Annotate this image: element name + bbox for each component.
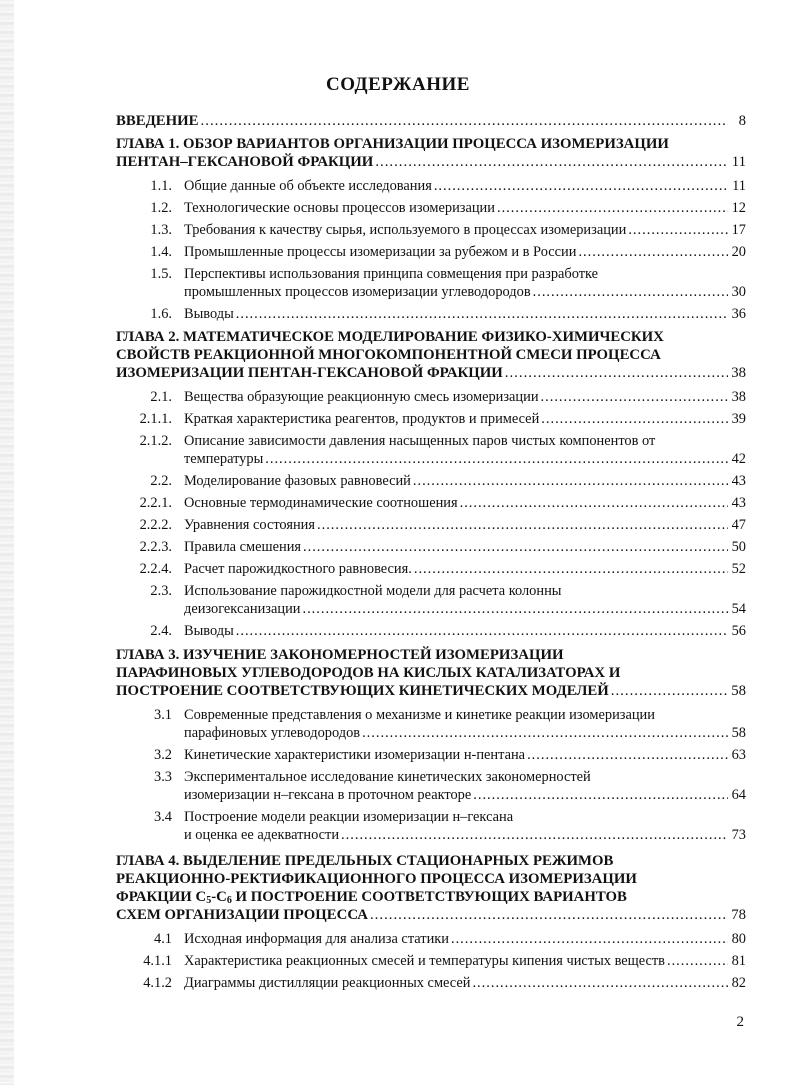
chapter-2-line-1: ГЛАВА 2. МАТЕМАТИЧЕСКОЕ МОДЕЛИРОВАНИЕ ФИЗИКО-ХИМИЧЕСКИХ [116,329,664,345]
toc-item-title: Построение модели реакции изомеризации н–гексана [184,809,514,825]
chapter-2-line-2: СВОЙСТВ РЕАКЦИОННОЙ МНОГОКОМПОНЕНТНОЙ СМЕСИ ПРОЦЕССА [116,347,661,363]
chapter-3-line-1: ГЛАВА 3. ИЗУЧЕНИЕ ЗАКОНОМЕРНОСТЕЙ ИЗОМЕРИЗАЦИИ [116,647,564,663]
toc-item-page: 58 [731,725,746,741]
chapter-2-line-3: ИЗОМЕРИЗАЦИИ ПЕНТАН-ГЕКСАНОВОЙ ФРАКЦИИ [116,365,503,381]
dot-leader [370,906,728,924]
page-number: 2 [736,1014,744,1030]
chapter-4-line-2: РЕАКЦИОННО-РЕКТИФИКАЦИОННОГО ПРОЦЕССА ИЗОМЕРИЗАЦИИ [116,871,637,887]
dot-leader [497,199,728,217]
toc-item-page: 80 [731,931,746,947]
toc-item-title: Технологические основы процессов изомеризации [184,200,495,216]
toc-item-page: 43 [731,495,746,511]
chapter-2-page: 38 [731,365,746,381]
toc-item-title: Использование парожидкостной модели для расчета колонны [184,583,562,599]
dot-leader [236,622,728,640]
toc-item [116,199,746,217]
dot-leader [667,952,728,970]
toc-item-number: 2.2.1. [139,495,172,511]
toc-item-number: 2.2.2. [139,517,172,533]
toc-item-page: 43 [731,473,746,489]
toc-item-title: Правила смешения [184,539,302,555]
dot-leader [302,600,728,618]
dot-leader [628,221,728,239]
toc-item-page: 12 [731,200,746,216]
toc-item-number: 4.1.1 [143,953,172,969]
toc-item-title: Выводы [184,306,234,322]
toc-intro [116,112,746,130]
scan-edge-shadow [0,0,14,1085]
toc-item [116,746,746,764]
dot-leader [375,153,728,171]
dot-leader [541,410,728,428]
toc-item-title: Основные термодинамические соотношения [184,495,458,511]
toc-item [116,305,746,323]
subscript: 5 [206,895,212,906]
toc-item [116,768,746,804]
toc-item-page: 20 [731,244,746,260]
toc-item-number: 3.3 [154,769,172,785]
toc-item-number: 4.1.2 [143,975,172,991]
toc-item-page: 81 [731,953,746,969]
toc-item-title: Выводы [184,623,234,639]
toc-item [116,808,746,844]
toc-item-title: Вещества образующие реакционную смесь изомеризации [184,389,539,405]
toc-item [116,432,746,468]
toc-item-title: Моделирование фазовых равновесий [184,473,411,489]
dot-leader [341,826,728,844]
toc-item [116,221,746,239]
subscript: 6 [226,895,232,906]
toc-item [116,582,746,618]
toc-item [116,516,746,534]
toc-item-title: Экспериментальное исследование кинетических закономерностей [184,769,591,785]
toc-item-number: 1.4. [150,244,172,260]
dot-leader [460,494,728,512]
toc-item-title: Исходная информация для анализа статики [184,931,449,947]
toc-item-page: 38 [731,389,746,405]
dot-leader [505,364,728,382]
toc-item [116,930,746,948]
toc-item-number: 2.2.3. [139,539,172,555]
toc-item-page: 54 [731,601,746,617]
chapter-4-line-3 [116,888,746,906]
toc-item [116,538,746,556]
toc-item-number: 2.2.4. [139,561,172,577]
dot-leader [578,243,728,261]
dot-leader [265,450,728,468]
toc-item [116,974,746,992]
chapter-4-line-3-a: ФРАКЦИИ С [116,889,207,905]
toc-item-page: 63 [731,747,746,763]
dot-leader [317,516,728,534]
chapter-3-page: 58 [731,683,746,699]
page-title: СОДЕРЖАНИЕ [326,74,470,95]
toc-item-number: 2.2. [150,473,172,489]
dot-leader [451,930,728,948]
toc-item-title-cont: и оценка ее адекватности [184,827,340,843]
toc-item-page: 36 [731,306,746,322]
toc-item-page: 42 [731,451,746,467]
toc-item-number: 1.2. [150,200,172,216]
toc-item [116,494,746,512]
toc-item-number: 2.3. [150,583,172,599]
toc-item [116,706,746,742]
dot-leader [201,112,728,130]
dot-leader [303,538,728,556]
dot-leader [533,283,728,301]
chapter-4-line-3-c: И ПОСТРОЕНИЕ СООТВЕТСТВУЮЩИХ ВАРИАНТОВ [231,889,627,905]
toc-item-number: 3.1 [154,707,172,723]
toc-item [116,472,746,490]
dot-leader [611,682,728,700]
toc-item-title-cont: изомеризации н–гексана в проточном реакторе [184,787,472,803]
toc-item [116,388,746,406]
chapter-1-line-2: ПЕНТАН–ГЕКСАНОВОЙ ФРАКЦИИ [116,154,374,170]
toc-item-title: Характеристика реакционных смесей и температуры кипения чистых веществ [184,953,665,969]
toc-item-number: 2.1. [150,389,172,405]
toc-item-page: 39 [731,411,746,427]
toc-item-title: Кинетические характеристики изомеризации н-пентана [184,747,526,763]
toc-item [116,952,746,970]
toc-item [116,622,746,640]
toc-item-page: 73 [731,827,746,843]
toc-item-number: 2.1.2. [139,433,172,449]
toc-item-title: Диаграммы дистилляции реакционных смесей [184,975,471,991]
chapter-3-line-3: ПОСТРОЕНИЕ СООТВЕТСТВУЮЩИХ КИНЕТИЧЕСКИХ МОДЕЛЕЙ [116,683,609,699]
toc-item [116,177,746,195]
toc-item-title: Расчет парожидкостного равновесия. [184,561,412,577]
chapter-4-line-1: ГЛАВА 4. ВЫДЕЛЕНИЕ ПРЕДЕЛЬНЫХ СТАЦИОНАРНЫХ РЕЖИМОВ [116,853,614,869]
chapter-1-line-1: ГЛАВА 1. ОБЗОР ВАРИАНТОВ ОРГАНИЗАЦИИ ПРОЦЕССА ИЗОМЕРИЗАЦИИ [116,136,669,152]
chapter-4-line-4: СХЕМ ОРГАНИЗАЦИИ ПРОЦЕССА [116,907,368,923]
toc-item-page: 30 [731,284,746,300]
toc-item-title: Промышленные процессы изомеризации за рубежом и в России [184,244,577,260]
toc-item-number: 1.6. [150,306,172,322]
toc-item-title: Требования к качеству сырья, используемого в процессах изомеризации [184,222,627,238]
toc-item-page: 56 [731,623,746,639]
toc-item-number: 3.2 [154,747,172,763]
dot-leader [472,974,728,992]
chapter-4-line-3-b: -С [211,889,227,905]
toc-item-page: 82 [731,975,746,991]
toc-item-page: 17 [731,222,746,238]
toc-item-page: 52 [731,561,746,577]
toc-item-page: 50 [731,539,746,555]
toc-item [116,410,746,428]
toc-item-number: 3.4 [154,809,172,825]
toc-item-title: Уравнения состояния [184,517,315,533]
toc-chapter-3 [116,646,746,700]
dot-leader [473,786,728,804]
dot-leader [414,560,728,578]
toc-item [116,243,746,261]
chapter-1-page: 11 [731,154,746,170]
toc-item-page: 64 [731,787,746,803]
toc-item [116,560,746,578]
toc-item [116,265,746,301]
chapter-4-page: 78 [731,907,746,923]
toc-item-title-cont: температуры [184,451,264,467]
toc-item-title-cont: деизогексанизации [184,601,301,617]
toc-item-title: Перспективы использования принципа совмещения при разработке [184,266,599,282]
toc-item-number: 1.1. [150,178,172,194]
toc-item-page: 47 [731,517,746,533]
dot-leader [541,388,728,406]
toc-item-title: Описание зависимости давления насыщенных паров чистых компонентов от [184,433,656,449]
toc-item-page: 11 [732,178,746,194]
dot-leader [362,724,728,742]
toc-intro-page: 8 [738,113,746,129]
chapter-3-line-2: ПАРАФИНОВЫХ УГЛЕВОДОРОДОВ НА КИСЛЫХ КАТАЛИЗАТОРАХ И [116,665,621,681]
toc-chapter-4 [116,852,746,924]
toc-chapter-1 [116,135,746,171]
dot-leader [236,305,728,323]
toc-item-title: Общие данные об объекте исследования [184,178,432,194]
toc-item-title-cont: промышленных процессов изомеризации углеводородов [184,284,531,300]
table-of-contents [116,112,746,996]
toc-item-number: 1.3. [150,222,172,238]
toc-chapter-2 [116,328,746,382]
toc-item-number: 4.1 [154,931,172,947]
toc-item-number: 2.4. [150,623,172,639]
toc-item-title-cont: парафиновых углеводородов [184,725,361,741]
dot-leader [434,177,728,195]
toc-item-title: Краткая характеристика реагентов, продуктов и примесей [184,411,540,427]
toc-item-title: Современные представления о механизме и кинетике реакции изомеризации [184,707,655,723]
toc-item-number: 1.5. [150,266,172,282]
dot-leader [413,472,728,490]
dot-leader [527,746,728,764]
toc-intro-title: ВВЕДЕНИЕ [116,113,199,129]
toc-item-number: 2.1.1. [139,411,172,427]
